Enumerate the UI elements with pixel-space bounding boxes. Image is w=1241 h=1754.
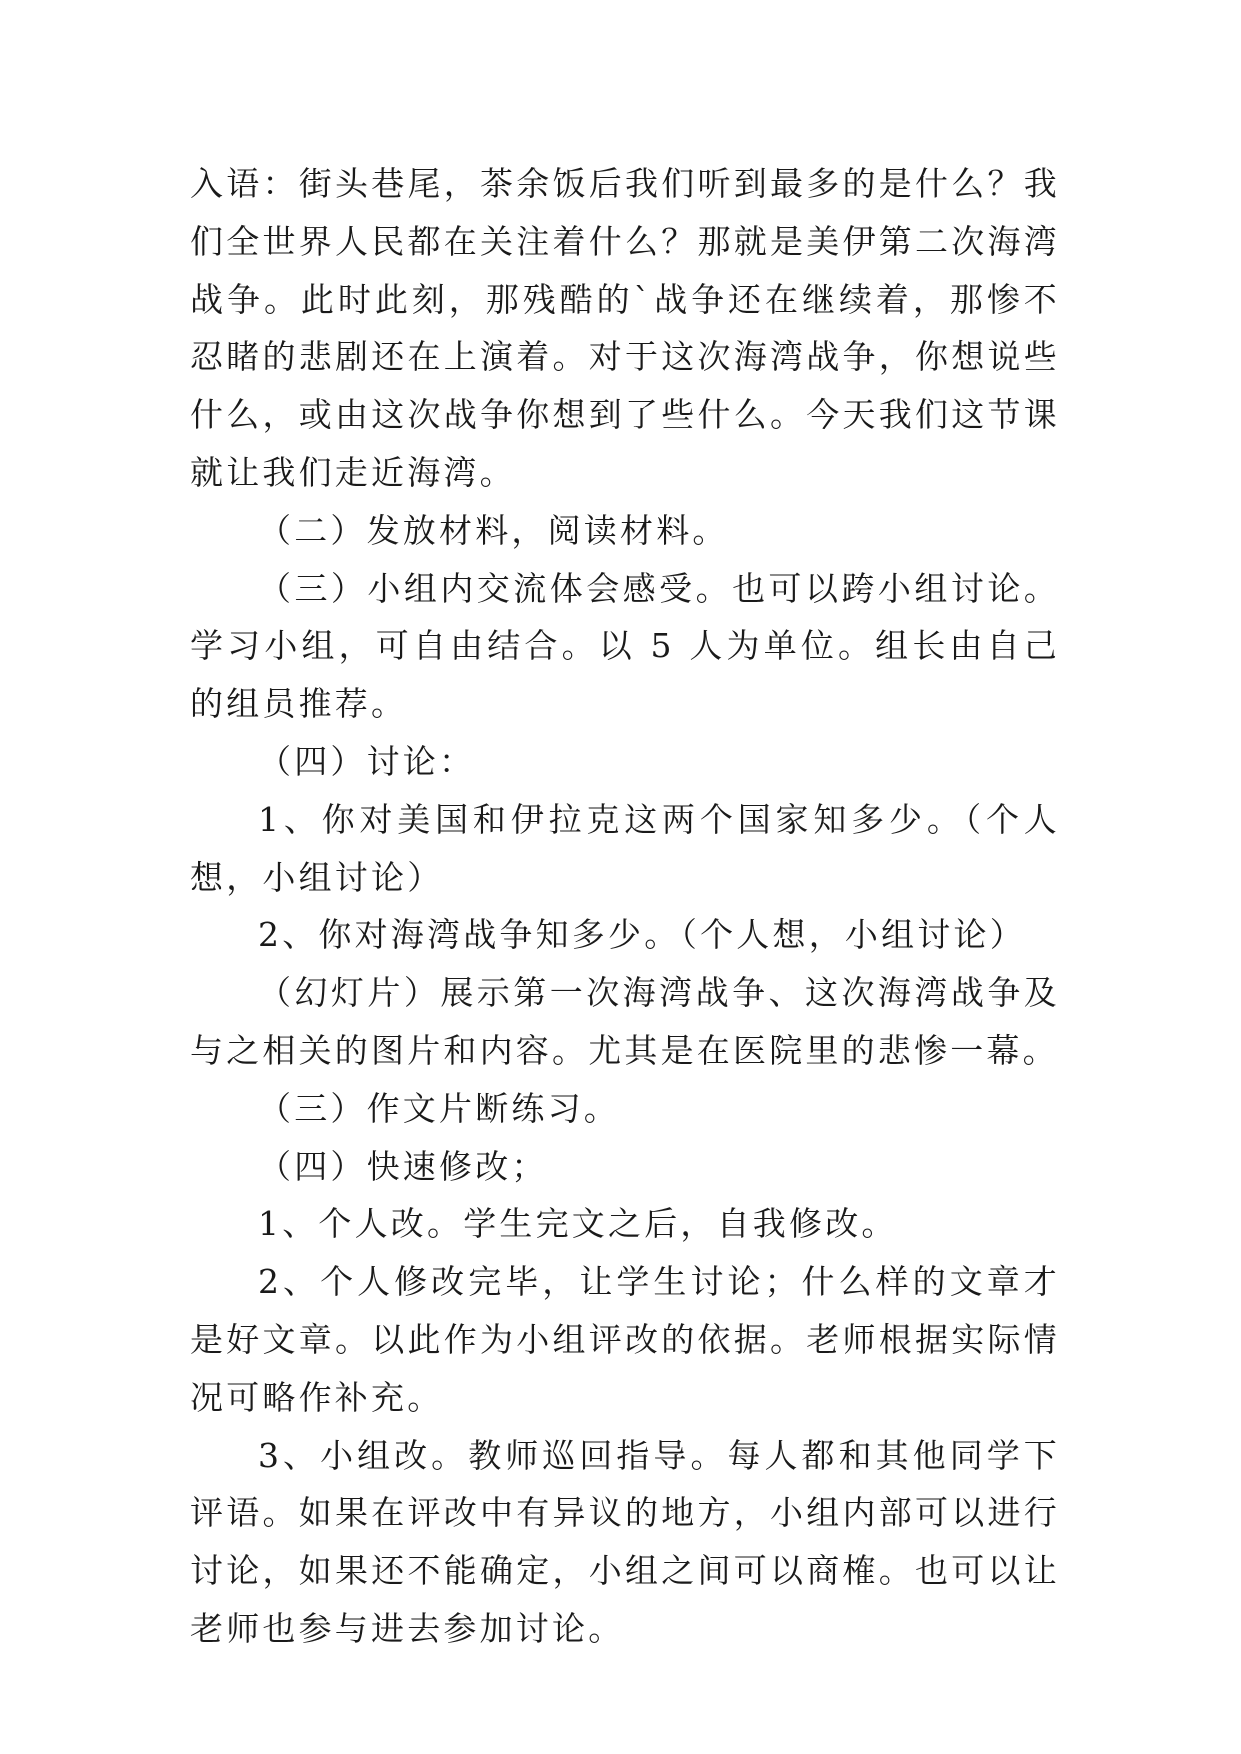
paragraph-step-4-quick-revision: （四）快速修改； [258,1146,548,1186]
paragraph-revision-item-1: 1、个人改。学生完文之后，自我修改。 [258,1204,898,1244]
paragraph-discussion-item-2: 2、你对海湾战争知多少。（个人想，小组讨论） [258,915,1026,955]
paragraph-slides: （幻灯片）展示第一次海湾战争、这次海湾战争及与之相关的图片和内容。尤其是在医院里的悲惨一幕。 [190,973,1060,1070]
document-body [190,155,1060,1658]
paragraph-intro: 入语：街头巷尾，茶余饭后我们听到最多的是什么？我们全世界人民都在关注着什么？那就是美伊第二次海湾战争。此时此刻，那残酷的`战争还在继续着，那惨不忍睹的悲剧还在上演着。对于这次海湾战争，你想说些什么，或由这次战争你想到了些什么。今天我们这节课就让我们走近海湾。 [190,164,1060,492]
paragraph-discussion-item-1: 1、你对美国和伊拉克这两个国家知多少。（个人想，小组讨论） [190,799,1060,897]
paragraph-step-4-discussion: （四）讨论： [258,741,476,781]
paragraph-step-3-writing-practice: （三）作文片断练习。 [258,1088,620,1128]
paragraph-revision-item-2: 2、个人修改完毕，让学生讨论；什么样的文章才是好文章。以此作为小组评改的依据。老师根据实际情况可略作补充。 [190,1262,1060,1417]
paragraph-step-2-materials: （二）发放材料，阅读材料。 [258,510,729,550]
paragraph-revision-item-3: 3、小组改。教师巡回指导。每人都和其他同学下评语。如果在评改中有异议的地方，小组内部可以进行讨论，如果还不能确定，小组之间可以商榷。也可以让老师也参与进去参加讨论。 [190,1435,1060,1648]
paragraph-step-3-group-exchange: （三）小组内交流体会感受。也可以跨小组讨论。学习小组，可自由结合。以 5 人为单位。组长由自己的组员推荐。 [190,568,1060,724]
